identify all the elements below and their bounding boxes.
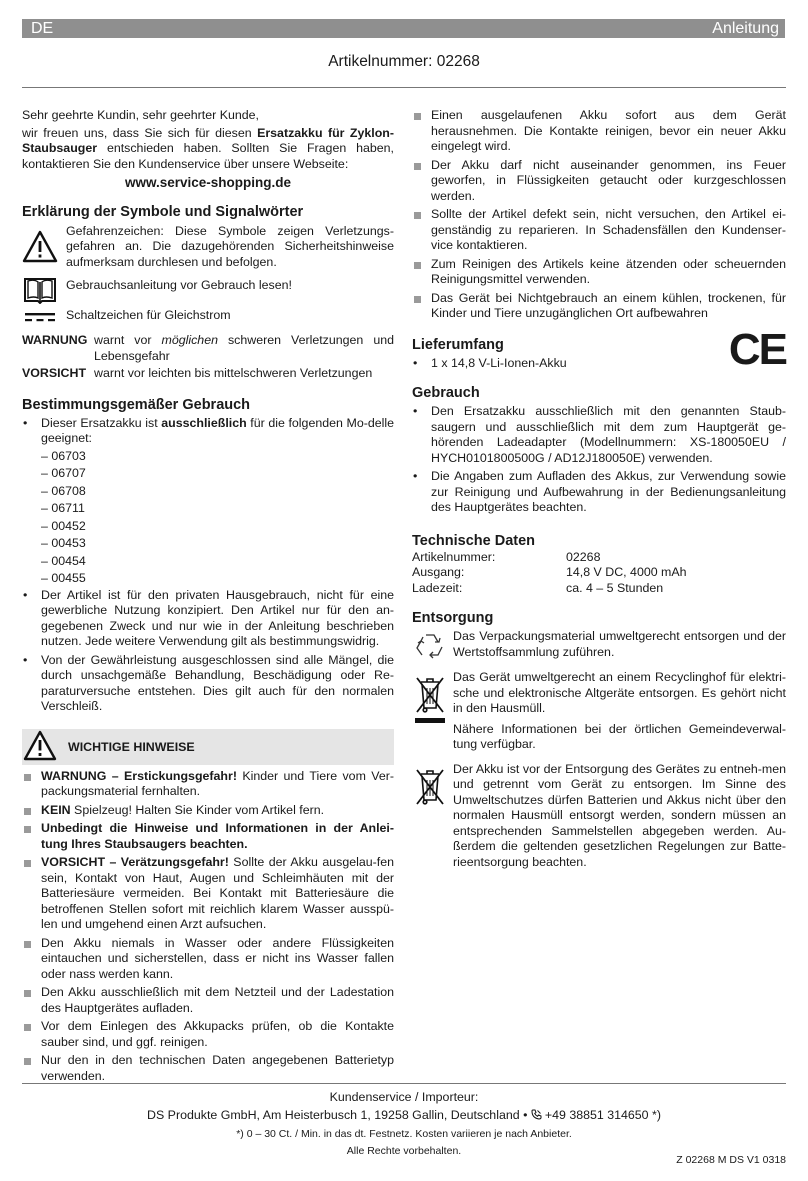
header-bar [22,19,785,38]
right-column [412,108,786,870]
important-notes-banner [22,729,394,765]
model-item: – 00454 [41,553,86,568]
greeting: Sehr geehrte Kundin, sehr geehrter Kunde, [22,108,259,122]
disposal-text: Der Akku ist vor der Entsorgung des Gerätes zu entneh-men und getrennt vom Gerät zu entsorgen. Im Sinne des Umweltschutzes dürfen Batterien und Akkus nicht über den normalen Hausmüll entsorgt werden, sondern müssen an entsprechenden Sammelstellen abgegeben werden. Au-ßerdem die geltenden gesetzlichen Regelungen zur Batte-rieentsorgung beachten. [453,761,786,869]
dc-symbol-text: Schaltzeichen für Gleichstrom [66,308,231,322]
language-label: DE [31,20,54,37]
scope-heading: Lieferumfang [412,336,504,353]
note-item: Unbedingt die Hinweise und Informationen in der Anlei-tung Ihres Staubsaugers beachten. [22,821,394,852]
note-item: WARNUNG – Erstickungsgefahr! Kinder und Tiere vom Ver-packungsmaterial fernhalten. [22,769,394,800]
scope-item: • 1 x 14,8 V-Li-Ionen-Akku [412,356,786,372]
manual-symbol-row [22,276,394,304]
disposal-text: Das Verpackungsmaterial umweltgerecht entsorgen und der Wertstoffsammlung zuführen. [453,629,786,659]
usage-bullet-2: • Die Angaben zum Aufladen des Akkus, zur Verwendung sowie zur Reinigung und Aufbewahrung in der Bedienungsanleitung des Hauptgerätes beachten. [412,469,786,516]
manual-symbol-text: Gebrauchsanleitung vor Gebrauch lesen! [66,278,292,292]
intro-paragraph: wir freuen uns, dass Sie sich für diesen Ersatzakku für Zyklon-Staubsauger entschieden haben. Sollten Sie Fragen haben, kontaktieren Sie den Kundenservice über unsere Webseite: [22,125,394,171]
footer-rights: Alle Rechte vorbehalten. [346,1145,462,1157]
note-item: Zum Reinigen des Artikels keine ätzenden oder scheuernden Reinigungsmittel verwenden. [412,257,786,288]
note-item: Das Gerät bei Nichtgebrauch an einem kühlen, trockenen, für Kinder und Tiere unzugänglichen Ort aufbewahren [412,291,786,322]
book-icon [22,276,58,304]
disposal-item [412,629,786,660]
model-item: – 00455 [41,571,86,585]
use-bullet-2: • Der Artikel ist für den privaten Hausgebrauch, nicht für eine gewerbliche Nutzung konzipiert. Den Artikel nur für den an-gegebenen Zweck und nur wie in der Anleitung beschrieben nutzen. Jede weitere Verwendung gilt als bestimmungswidrig. [22,588,394,650]
document-code: Z 02268 M DS V1 0318 [676,1154,786,1166]
note-item: VORSICHT – Verätzungsgefahr! Sollte der Akku ausgelau-fen sein, Kontakt von Haut, Augen und Schleimhäuten mit der Batteriesäure vermeiden. Bei Kontakt mit Batteriesäure die betroffenen Stellen sofort mit reichlich klarem Wasser ausspü-len und umgehend einen Arzt aufsuchen. [22,855,394,933]
document-type: Anleitung [712,20,779,37]
note-item: Den Akku niemals in Wasser oder andere Flüssigkeiten eintauchen und sicherstellen, dass er nicht ins Wasser fallen oder nass werden kann. [22,936,394,983]
disposal-heading: Entsorgung [412,610,494,626]
tech-heading: Technische Daten [412,532,536,549]
danger-symbol-text: Gefahrenzeichen: Diese Symbole zeigen Verletzungs-gefahren an. Die dazugehörenden Sicherheitshinweise aufmerksam durchlesen und befolgen. [66,223,394,269]
ce-mark: CE [728,324,786,374]
model-item: – 00453 [41,536,86,550]
danger-symbol-row [22,224,394,271]
article-number: Artikelnummer: 02268 [328,53,480,70]
left-column [22,108,394,1084]
model-item: – 06708 [41,483,86,498]
vorsicht-key: VORSICHT [22,366,87,380]
model-item: – 06711 [41,501,85,515]
disposal-item [412,762,786,871]
tech-row: Ausgang: 14,8 V DC, 4000 mAh [412,565,687,579]
website-link[interactable]: www.service-shopping.de [124,175,292,190]
warnung-key: WARNUNG [22,333,88,347]
tech-row: Ladezeit: ca. 4 – 5 Stunden [412,580,664,595]
vorsicht-row [22,366,394,382]
divider [22,1083,786,1084]
disposal-text: Das Gerät umweltgerecht an einem Recyclinghof für elektri-sche und elektronische Altgeräte entsorgen. Es gehört nicht in den Hausmüll. [453,670,786,715]
usage-heading: Gebrauch [412,385,480,401]
model-item: – 06707 [41,466,86,480]
warnung-text: warnt vor möglichen schweren Verletzungen und Lebensgefahr [94,333,394,363]
warning-triangle-icon [22,230,58,264]
crossed-bin-icon [412,672,448,724]
warning-triangle-icon [23,730,57,762]
note-item: Vor dem Einlegen des Akkupacks prüfen, ob die Kontakte sauber sind, und ggf. reinigen. [22,1019,394,1050]
footer-address: DS Produkte GmbH, Am Heisterbusch 1, 19258 Gallin, Deutschland • +49 38851 314650 *) [147,1108,661,1122]
note-item: Sollte der Artikel defekt sein, nicht versuchen, den Artikel ei-genständig zu reparieren. In Schadensfällen den Kundenser-vice kontaktieren. [412,207,786,254]
note-item: Der Akku darf nicht auseinander genommen, ins Feuer geworfen, in Flüssigkeiten getaucht oder kurzgeschlossen werden. [412,158,786,205]
note-item: Den Akku ausschließlich mit dem Netzteil und der Ladestation des Hauptgerätes aufladen. [22,985,394,1016]
important-notes-heading: WICHTIGE HINWEISE [68,739,195,754]
crossed-bin-icon [412,766,448,810]
disposal-item [412,670,786,753]
use-heading: Bestimmungsgemäßer Gebrauch [22,396,251,413]
phone-icon [531,1109,542,1120]
footer-service-label: Kundenservice / Importeur: [329,1090,479,1104]
model-list [22,449,394,587]
footer-cost-note: *) 0 – 30 Ct. / Min. in das dt. Festnetz. Kosten variieren je nach Anbieter. [236,1128,572,1140]
recycling-icon [412,631,448,661]
warnung-row [22,333,394,364]
symbols-heading: Erklärung der Symbole und Signalwörter [22,203,304,220]
dc-symbol-row [22,308,394,325]
use-bullet-3: • Von der Gewährleistung ausgeschlossen sind alle Mängel, die durch unsachgemäße Behandlung, Beschädigung oder Re-paraturversuche entstehen. Dies gilt auch für den normalen Verschleiß. [22,653,394,715]
divider [22,87,786,88]
model-item: – 00452 [41,518,86,533]
note-item: KEIN Spielzeug! Halten Sie Kinder vom Artikel fern. [22,803,394,819]
usage-bullet-1: • Den Ersatzakku ausschließlich mit den genannten Staub-saugern und ausschließlich mit dem zum Hauptgerät ge-hörenden Ladeadapter (Modellnummern: XS-180050EU / HYCH0101800500G / AD12J180050E) verwenden. [412,404,786,466]
direct-current-icon [22,310,58,324]
note-item: Einen ausgelaufenen Akku sofort aus dem Gerät herausnehmen. Die Kontakte reinigen, bevor ein neuer Akku eingelegt wird. [412,108,786,155]
note-item: Nur den in den technischen Daten angegebenen Batterietyp verwenden. [22,1053,394,1084]
disposal-text: Nähere Informationen bei der örtlichen Gemeindeverwal-tung verfügbar. [453,721,786,751]
use-bullet-1: • Dieser Ersatzakku ist ausschließlich für die folgenden Mo-delle geeignet: [22,416,394,447]
vorsicht-text: warnt vor leichten bis mittelschweren Verletzungen [94,366,373,380]
footer-phone: +49 38851 314650 *) [544,1108,661,1122]
model-item: – 06703 [41,448,86,463]
tech-row: Artikelnummer: 02268 [412,549,601,564]
scope-section [412,324,786,374]
